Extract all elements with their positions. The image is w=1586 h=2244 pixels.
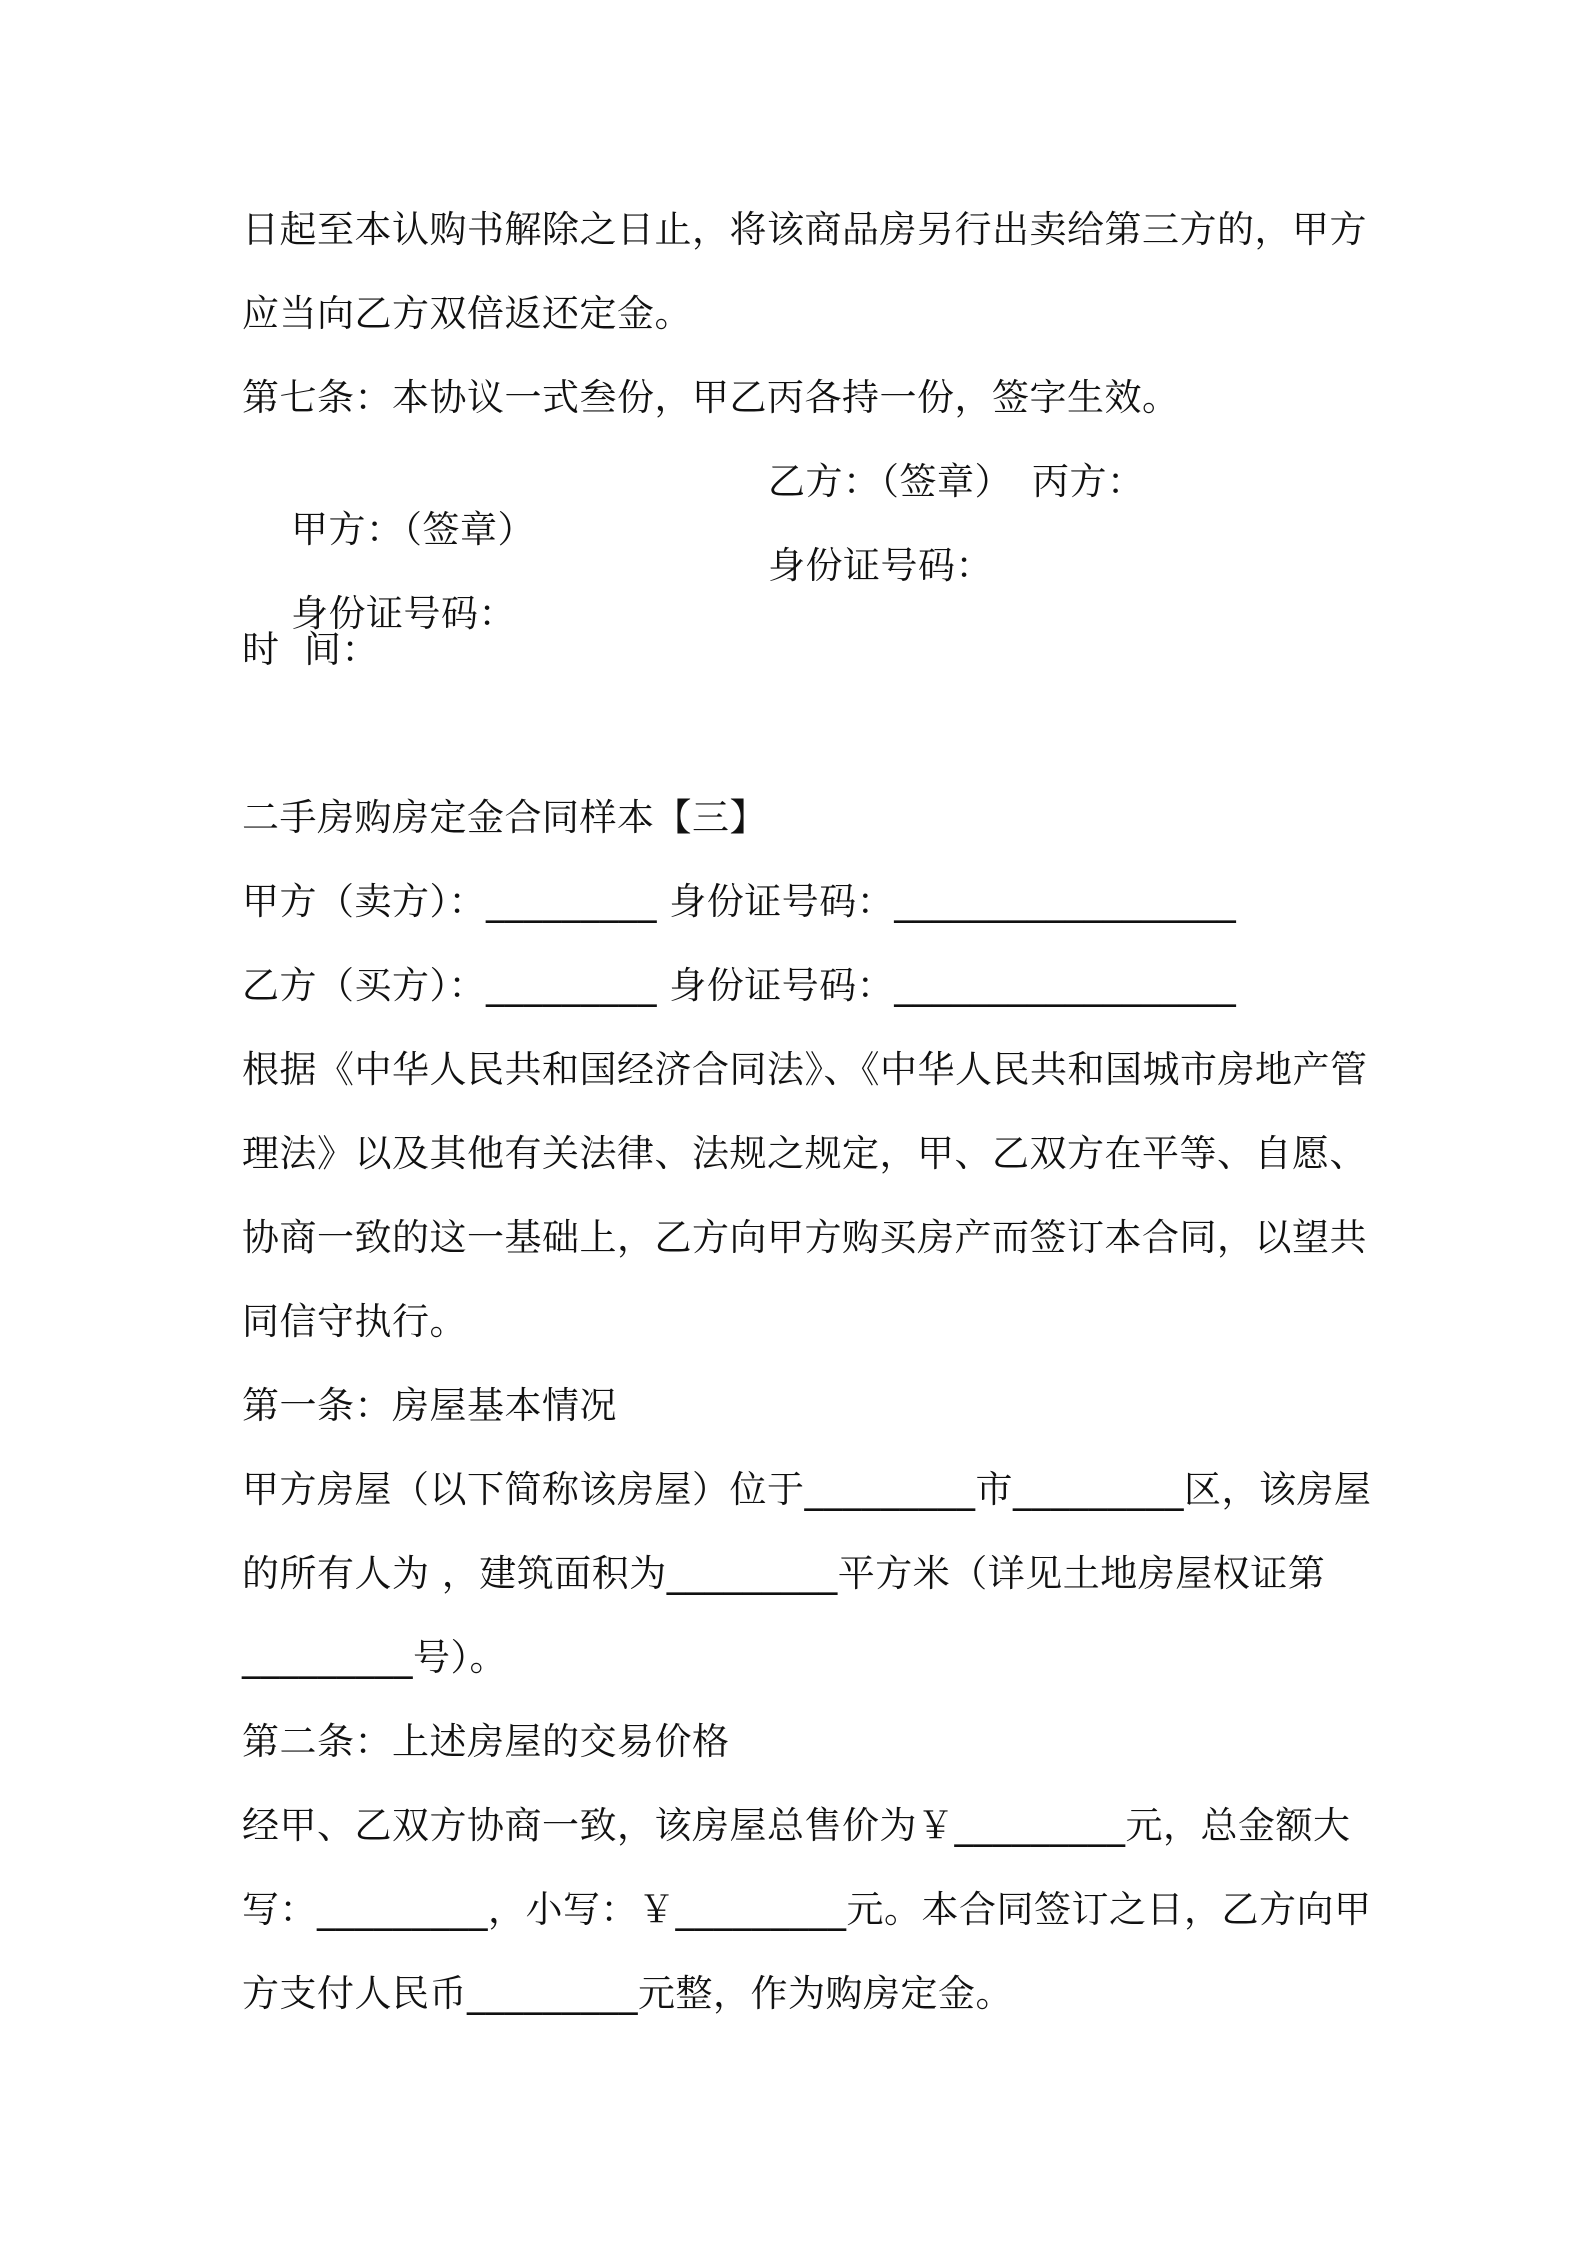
document-page xyxy=(242,0,1372,2244)
signature-row xyxy=(242,458,1357,551)
party-b-signature-label: 乙方：（签章） xyxy=(768,460,1012,503)
party-c-signature-label: 丙方： xyxy=(1032,460,1145,503)
date-label: 时 间： xyxy=(242,628,380,671)
id-number-row xyxy=(242,542,1357,635)
clause-six-continuation-line-1: 日起至本认购书解除之日止，将该商品房另行出卖给第三方的，甲方 xyxy=(242,208,1367,251)
preamble-line-4: 同信守执行。 xyxy=(242,1300,467,1343)
clause-seven: 第七条：本协议一式叁份，甲乙丙各持一份，签字生效。 xyxy=(242,376,1180,419)
clause-two-line-2: 写：_________，小写：￥_________元。本合同签订之日，乙方向甲 xyxy=(242,1888,1372,1931)
clause-two-line-3: 方支付人民币_________元整，作为购房定金。 xyxy=(242,1972,1013,2015)
clause-two-heading: 第二条：上述房屋的交易价格 xyxy=(242,1720,730,1763)
clause-six-continuation-line-2: 应当向乙方双倍返还定金。 xyxy=(242,292,692,335)
seller-info-line: 甲方（卖方）：_________ 身份证号码：__________________ xyxy=(242,880,1237,923)
preamble-line-3: 协商一致的这一基础上，乙方向甲方购买房产而签订本合同，以望共 xyxy=(242,1216,1367,1259)
clause-one-line-2: 的所有人为 ，建筑面积为_________平方米（详见土地房屋权证第 xyxy=(242,1552,1326,1595)
sample-three-title: 二手房购房定金合同样本【三】 xyxy=(242,796,767,839)
party-a-id-label: 身份证号码： xyxy=(291,592,517,635)
preamble-line-1: 根据《中华人民共和国经济合同法》、《中华人民共和国城市房地产管 xyxy=(242,1048,1368,1091)
party-b-id-label: 身份证号码： xyxy=(768,544,993,587)
clause-two-line-1: 经甲、乙双方协商一致，该房屋总售价为￥_________元，总金额大 xyxy=(242,1804,1351,1847)
preamble-line-2: 理法》以及其他有关法律、法规之规定，甲、乙双方在平等、自愿、 xyxy=(242,1132,1367,1175)
party-a-signature-label: 甲方：（签章） xyxy=(291,508,536,551)
clause-one-line-3: _________号）。 xyxy=(242,1636,507,1679)
clause-one-line-1: 甲方房屋（以下简称该房屋）位于_________市_________区，该房屋 xyxy=(242,1468,1372,1511)
clause-one-heading: 第一条：房屋基本情况 xyxy=(242,1384,617,1427)
buyer-info-line: 乙方（买方）：_________ 身份证号码：__________________ xyxy=(242,964,1237,1007)
